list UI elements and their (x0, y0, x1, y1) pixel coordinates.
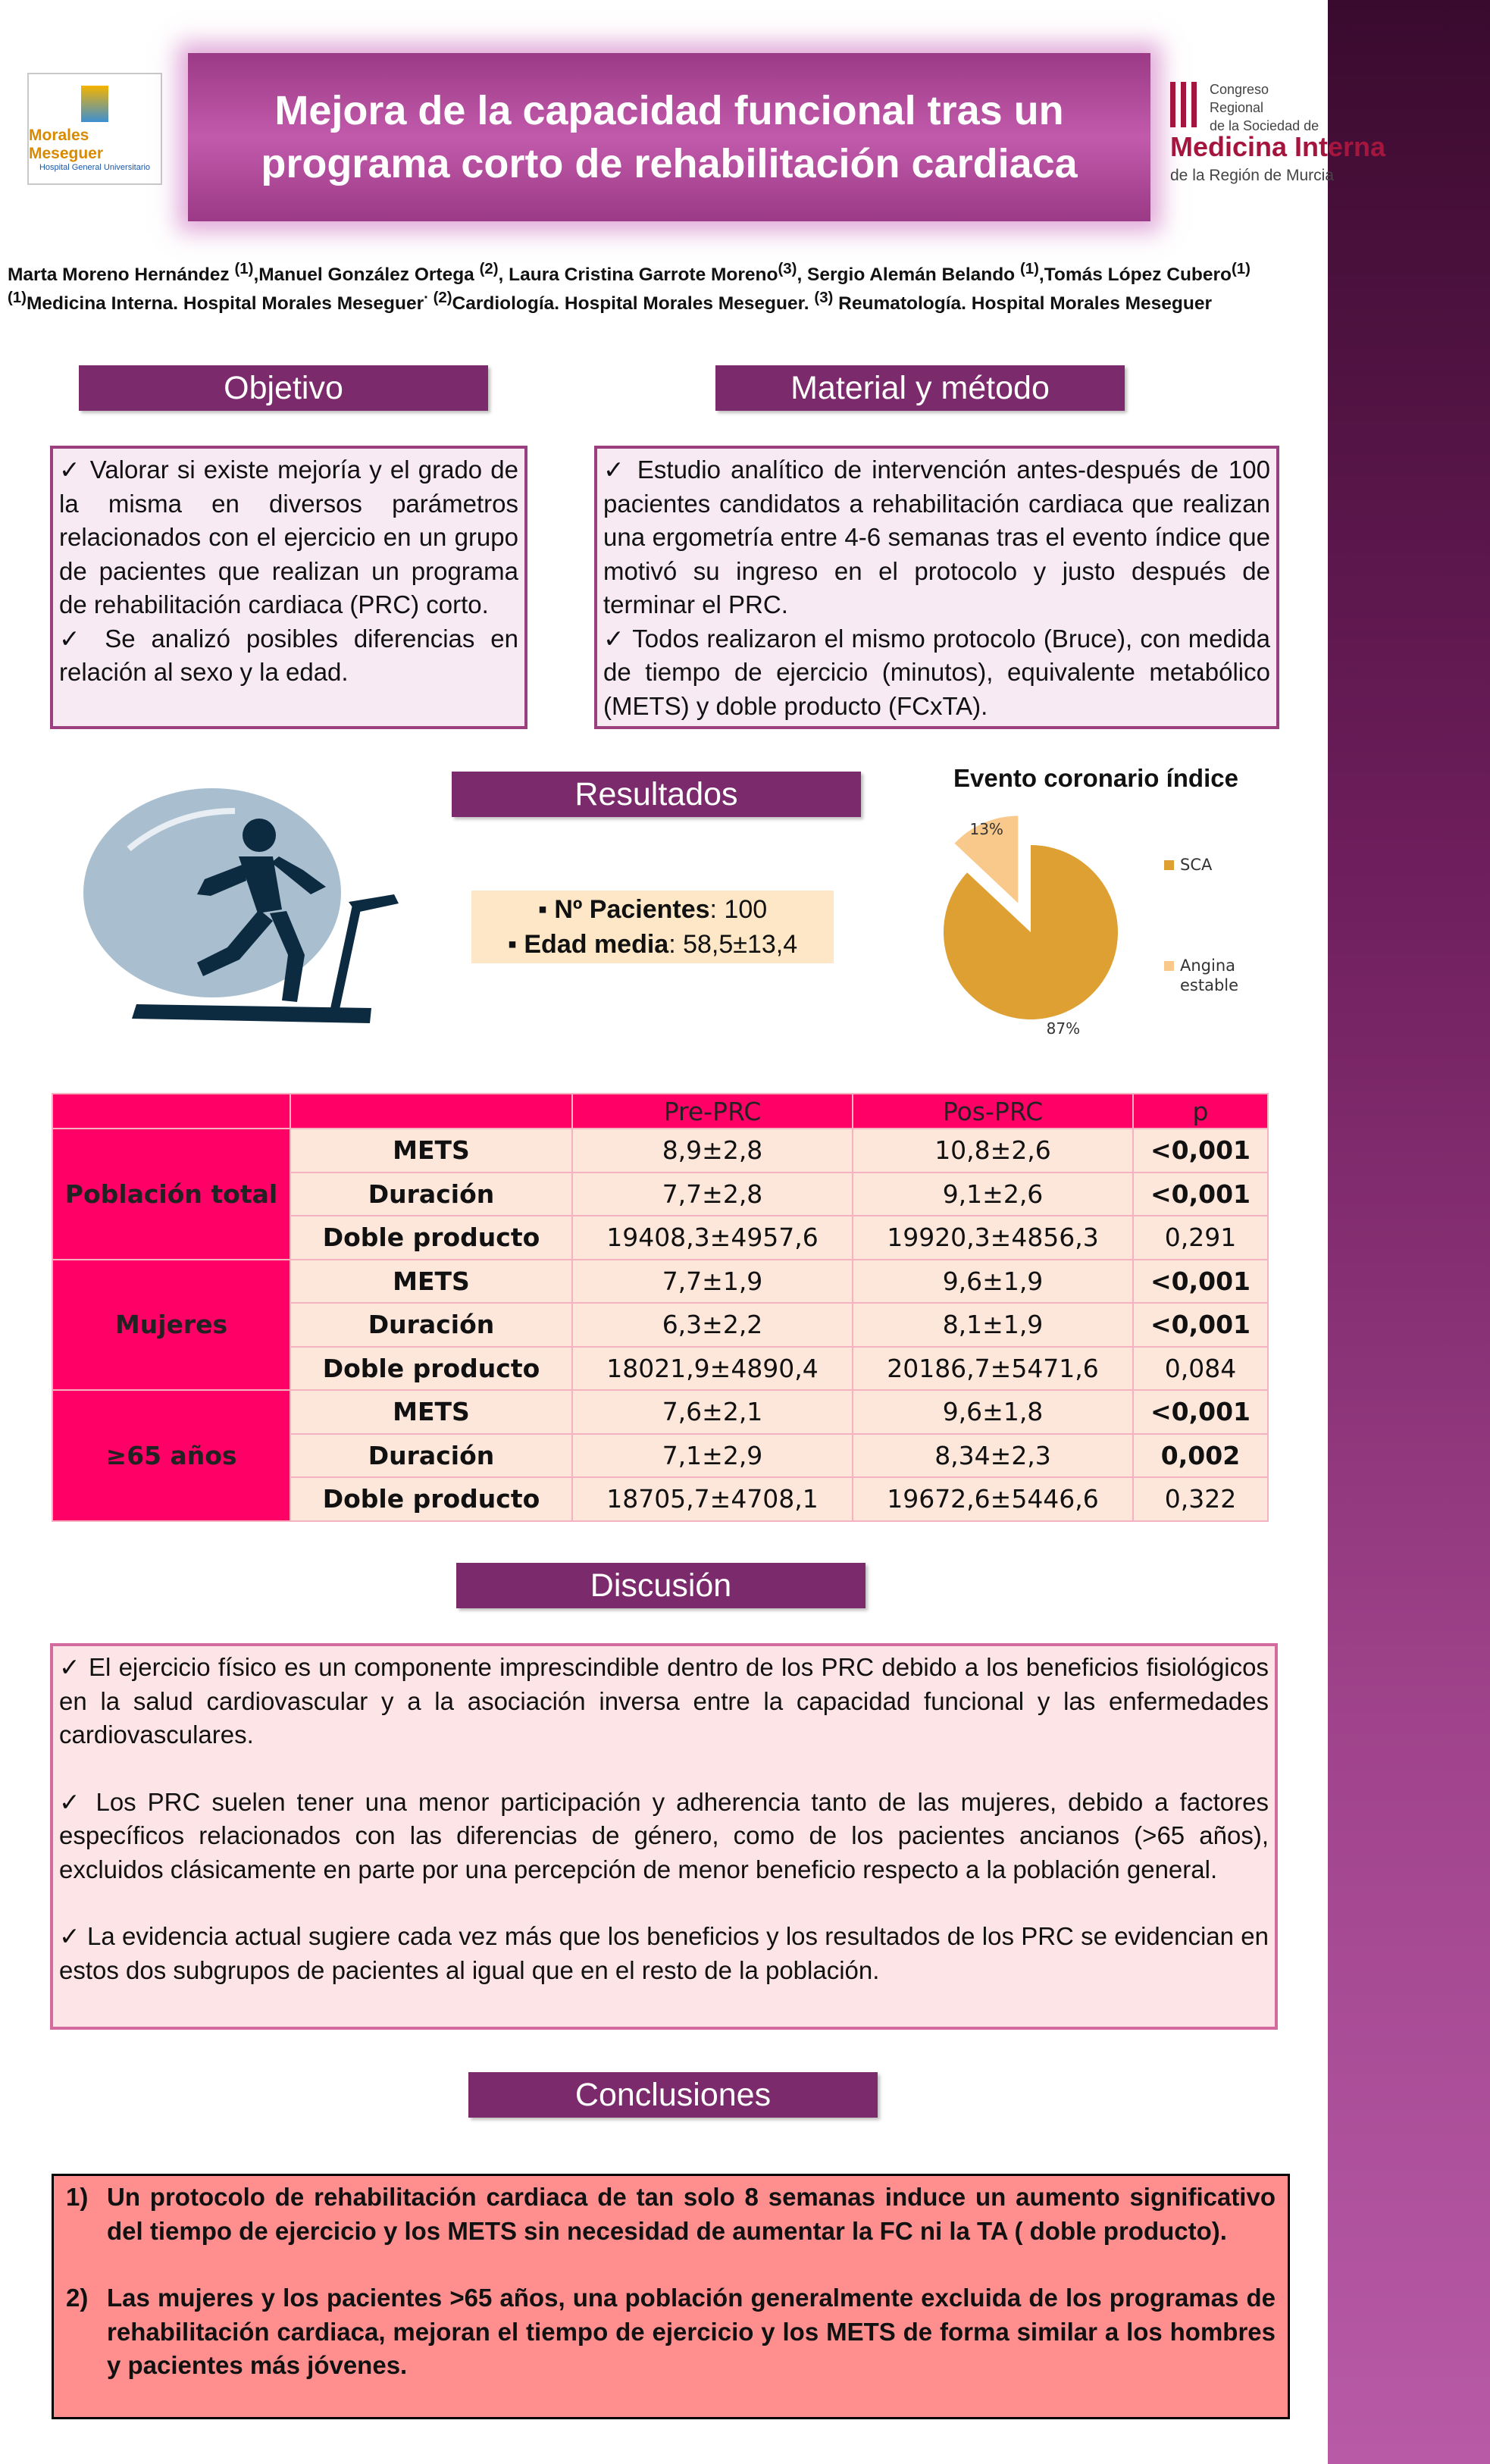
objetivo-item: ✓ Valorar si existe mejoría y el grado de la misma en diversos parámetros relacionados con el ejercicio en un grupo de pacientes que realizan un programa de rehabilitación cardiaca (PRC) corto. (59, 456, 518, 618)
congress-logo-text (1210, 80, 1326, 135)
table-cell-pre: 7,7±2,8 (572, 1173, 853, 1216)
discusion-item: ✓ Los PRC suelen tener una menor participación y adherencia tanto de las mujeres, debido a factores específicos relacionados con las diferencias de género, como de los pacientes ancianos (>65 años), excluidos clásicamente en parte por una percepción de menor beneficio respecto a la población general. (59, 1787, 1269, 1883)
table-cell-pre: 8,9±2,8 (572, 1129, 853, 1173)
conclusion-number: 1) (66, 2183, 89, 2211)
legend-swatch (1164, 860, 1174, 870)
affiliation-mark: (1) (8, 290, 27, 307)
pie-data-label: 87% (1046, 1019, 1081, 1038)
chart-legend (1164, 856, 1238, 994)
table-cell-pre: 18021,9±4890,4 (572, 1347, 853, 1391)
table-header-cell: p (1133, 1094, 1268, 1129)
pie-slice-sca (944, 845, 1118, 1019)
pie-chart (894, 758, 1319, 1046)
congress-logo-line1: Congreso Regional (1210, 82, 1269, 115)
affiliation-text: Reumatología. Hospital Morales Meseguer (833, 293, 1213, 315)
material-heading: Material y método (715, 365, 1125, 411)
objetivo-box (50, 446, 527, 729)
conclusion-item (66, 2181, 1276, 2248)
table-row-label: METS (290, 1129, 572, 1173)
conclusiones-box (52, 2174, 1290, 2419)
table-cell-p: <0,001 (1133, 1303, 1268, 1347)
table-cell-p: 0,291 (1133, 1216, 1268, 1260)
stat-pacientes: ▪ Nº Pacientes: 100 (537, 895, 768, 924)
table-row-label: Duración (290, 1303, 572, 1347)
table-header-cell: Pre-PRC (572, 1094, 853, 1129)
table-cell-pos: 8,34±2,3 (853, 1434, 1133, 1478)
table-cell-p: <0,001 (1133, 1390, 1268, 1434)
table-group-label: ≥65 años (52, 1390, 290, 1521)
table-cell-pos: 19672,6±5446,6 (853, 1477, 1133, 1521)
discusion-box (50, 1643, 1278, 2030)
congress-logo-line2: de la Sociedad de (1210, 118, 1319, 133)
stat-edad: ▪ Edad media: 58,5±13,4 (507, 930, 798, 959)
material-item: ✓ Todos realizaron el mismo protocolo (Bruce), con medida de tiempo de ejercicio (minutos), equivalente metabólico (METS) y doble producto (FCxTA). (603, 624, 1270, 720)
results-table (52, 1093, 1269, 1522)
poster-title: Mejora de la capacidad funcional tras un programa corto de rehabilitación cardiaca (261, 88, 1078, 186)
table-cell-pre: 18705,7±4708,1 (572, 1477, 853, 1521)
stat-label: Nº Pacientes (554, 895, 710, 924)
table-row-label: Doble producto (290, 1477, 572, 1521)
table-cell-p: <0,001 (1133, 1173, 1268, 1216)
table-cell-pos: 9,6±1,9 (853, 1260, 1133, 1304)
table-row-label: Doble producto (290, 1347, 572, 1391)
material-box (594, 446, 1279, 729)
stat-value: : 100 (709, 895, 768, 924)
table-row-label: METS (290, 1390, 572, 1434)
table-row-label: Duración (290, 1173, 572, 1216)
table-group-label: Mujeres (52, 1260, 290, 1391)
table-cell-p: 0,322 (1133, 1477, 1268, 1521)
author-name: , Sergio Alemán Belando (797, 265, 1020, 286)
congress-logo-sub: de la Región de Murcia (1170, 167, 1334, 184)
table-cell-pre: 7,6±2,1 (572, 1390, 853, 1434)
table-row-label: Doble producto (290, 1216, 572, 1260)
table-cell-pre: 6,3±2,2 (572, 1303, 853, 1347)
affiliation-mark: (3) (778, 261, 797, 277)
table-cell-pos: 9,6±1,8 (853, 1390, 1133, 1434)
objetivo-item: ✓ Se analizó posibles diferencias en relación al sexo y la edad. (59, 624, 518, 686)
author-name: ,Tomás López Cubero (1038, 265, 1232, 286)
author-line (8, 258, 1326, 286)
table-cell-pre: 7,7±1,9 (572, 1260, 853, 1304)
affiliation-mark: (1) (1232, 261, 1251, 277)
pie-slices (944, 816, 1118, 1038)
table-header-row (52, 1094, 1268, 1129)
table-header-cell (52, 1094, 290, 1129)
stat-value: : 58,5±13,4 (668, 930, 798, 959)
legend-label: SCA (1180, 856, 1213, 874)
table-cell-p: 0,084 (1133, 1347, 1268, 1391)
table-cell-pos: 9,1±2,6 (853, 1173, 1133, 1216)
affiliation-mark: (1) (1019, 261, 1039, 277)
table-cell-p: <0,001 (1133, 1129, 1268, 1173)
author-name: ,Manuel González Ortega (253, 265, 480, 286)
congress-logo-bars-icon (1170, 82, 1200, 127)
material-item: ✓ Estudio analítico de intervención antes-después de 100 pacientes candidatos a rehabilitación cardiaca que realizan una ergometría entre 4-6 semanas tras el evento índice que motivó su ingreso en el protocolo y justo después de terminar el PRC. (603, 456, 1270, 618)
table-group-label: Población total (52, 1129, 290, 1260)
table-cell-pos: 20186,7±5471,6 (853, 1347, 1133, 1391)
hospital-logo-name: Morales Meseguer (29, 127, 104, 162)
table-cell-pos: 19920,3±4856,3 (853, 1216, 1133, 1260)
building-icon (81, 86, 108, 122)
objetivo-heading: Objetivo (79, 365, 488, 411)
conclusion-item (66, 2281, 1276, 2383)
table-row (52, 1260, 1268, 1304)
table-cell-pos: 10,8±2,6 (853, 1129, 1133, 1173)
hospital-logo (27, 73, 162, 185)
decorative-sidebar (1328, 0, 1490, 2464)
table-cell-pre: 19408,3±4957,6 (572, 1216, 853, 1260)
authors-block (8, 258, 1326, 315)
table-cell-p: 0,002 (1133, 1434, 1268, 1478)
conclusiones-heading: Conclusiones (468, 2072, 878, 2118)
affiliation-line (8, 286, 1326, 315)
hospital-logo-subtitle: Hospital General Universitario (39, 163, 151, 172)
title-banner (188, 53, 1150, 221)
affiliation-mark: · (2) (424, 290, 452, 307)
discusion-heading: Discusión (456, 1563, 866, 1608)
results-summary (471, 891, 834, 963)
congress-logo-main: Medicina Interna (1170, 131, 1386, 162)
table-cell-pre: 7,1±2,9 (572, 1434, 853, 1478)
discusion-item: ✓ El ejercicio físico es un componente imprescindible dentro de los PRC debido a los beneficios fisiológicos en la salud cardiovascular y a la asociación inversa entre la capacidad funcional y las enfermedades cardiovasculares. (59, 1653, 1269, 1749)
author-name: Marta Moreno Hernández (8, 265, 235, 286)
table-row (52, 1129, 1268, 1173)
legend-swatch (1164, 961, 1174, 971)
table-row-label: METS (290, 1260, 572, 1304)
resultados-heading: Resultados (452, 772, 861, 817)
affiliation-mark: (3) (814, 290, 834, 307)
treadmill-runner-illustration (83, 781, 402, 1038)
conclusion-text: Un protocolo de rehabilitación cardiaca de tan solo 8 semanas induce un aumento significativo del tiempo de ejercicio y los METS sin necesidad de aumentar la FC ni la TA ( doble producto). (107, 2183, 1276, 2245)
affiliation-text: Cardiología. Hospital Morales Meseguer. (452, 293, 815, 315)
conclusion-text: Las mujeres y los pacientes >65 años, una población generalmente excluida de los programas de rehabilitación cardiaca, mejoran el tiempo de ejercicio y los METS de forma similar a los hombres y pacientes más jóvenes. (107, 2284, 1276, 2379)
table-header-cell (290, 1094, 572, 1129)
affiliation-text: Medicina Interna. Hospital Morales Meseguer (26, 293, 424, 315)
table-row-label: Duración (290, 1434, 572, 1478)
affiliation-mark: (2) (479, 261, 499, 277)
discusion-item: ✓ La evidencia actual sugiere cada vez más que los beneficios y los resultados de los PRC se evidencian en estos dos subgrupos de pacientes al igual que en el resto de la población. (59, 1922, 1269, 1984)
table-header-cell: Pos-PRC (853, 1094, 1133, 1129)
author-name: , Laura Cristina Garrote Moreno (498, 265, 778, 286)
table-cell-p: <0,001 (1133, 1260, 1268, 1304)
legend-label: Angina estable (1180, 956, 1239, 994)
congress-logo (1167, 79, 1386, 193)
conclusion-number: 2) (66, 2284, 89, 2312)
table-cell-pos: 8,1±1,9 (853, 1303, 1133, 1347)
chart-title: Evento coronario índice (953, 764, 1238, 792)
table-row (52, 1390, 1268, 1434)
stat-label: Edad media (524, 930, 669, 959)
pie-data-label: 13% (969, 820, 1003, 839)
affiliation-mark: (1) (234, 261, 254, 277)
